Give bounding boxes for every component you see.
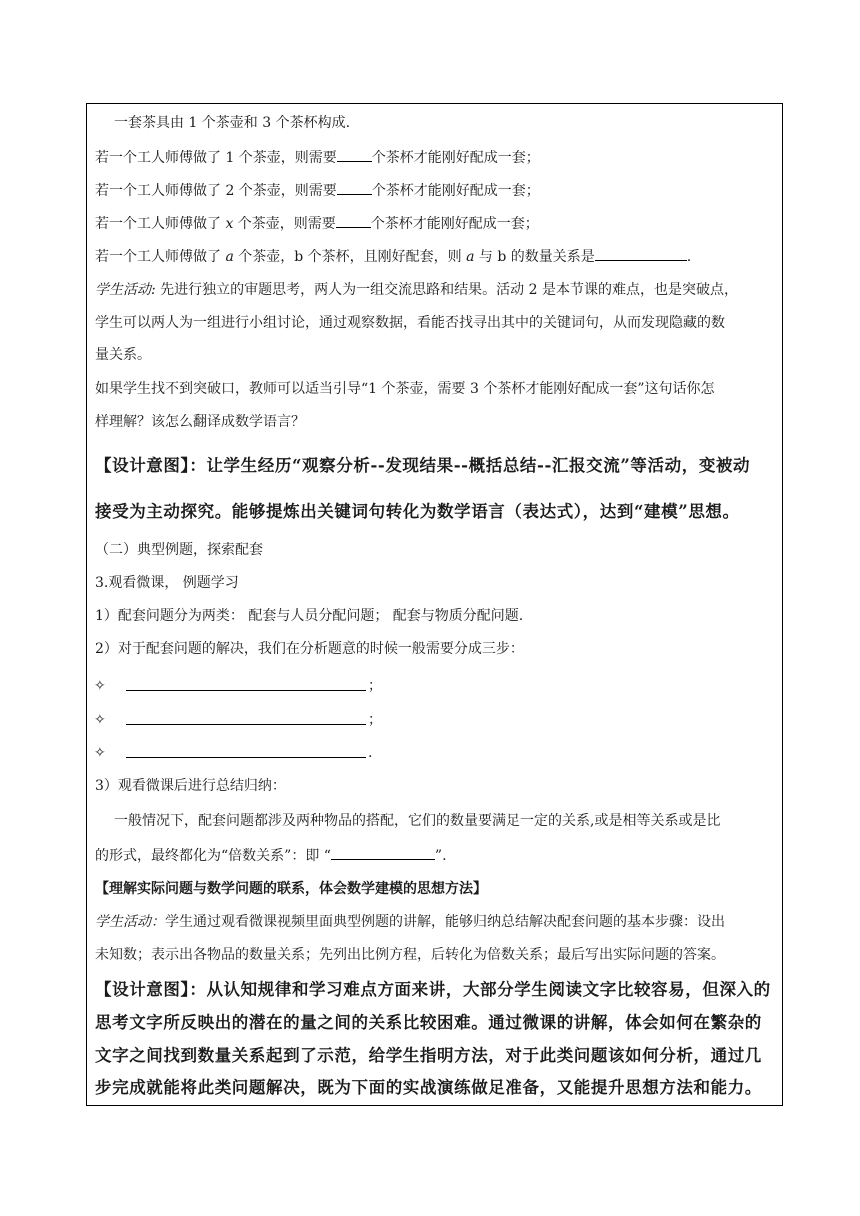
question-3-text-b: 个茶壶，则需要 [233,216,336,232]
question-3-text-a: 若一个工人师傅做了 [95,216,226,232]
diamond-bullet-icon: ✧ [94,745,106,761]
answer-blank [337,180,372,195]
activity-1-line-2: 学生可以两人为一组进行小组讨论，通过观察数据，看能否找寻出其中的关键词句，从而发现隐藏的数 [95,315,725,331]
item-3-2: 2）对于配套问题的解决，我们在分析题意的时候一般需要分成三步： [95,641,524,657]
summary-text-b: ”. [434,848,447,864]
diamond-bullet-icon: ✧ [94,712,106,728]
question-1 [95,147,540,168]
variable-a: a [225,249,234,265]
summary-line-1: 一般情况下，配套问题都涉及两种物品的搭配，它们的数量要满足一定的关系,或是相等关系或是比 [114,813,721,829]
item-3: 3.观看微课， 例题学习 [95,575,239,591]
design-intent-1-line-2: 接受为主动探究。能够提炼出关键词句转化为数学语言（表达式），达到“建模”思想。 [95,502,740,521]
connect-heading: 【理解实际问题与数学问题的联系，体会数学建模的思想方法】 [95,881,487,897]
activity-2-line-2: 未知数；表示出各物品的数量关系；先列出比例方程，后转化为倍数关系；最后写出实际问题的答案。 [95,947,725,963]
design-intent-2-line-3: 文字之间找到数量关系起到了示范，给学生指明方法，对于此类问题该如何分析，通过几 [95,1046,762,1065]
question-4-text-c: 与 b 的数量关系是 [474,249,595,265]
answer-blank [595,246,687,261]
intro-text: 一套茶具由 1 个茶壶和 3 个茶杯构成. [114,115,351,131]
guide-line-1: 如果学生找不到突破口，教师可以适当引导“1 个茶壶，需要 3 个茶杯才能刚好配成一套”这句话你怎 [95,381,715,397]
question-3 [95,213,539,234]
step-3-end: . [368,745,373,761]
design-intent-2-line-1: 【设计意图】：从认知规律和学习难点方面来讲，大部分学生阅读文字比较容易，但深入的 [95,980,771,999]
step-3-blank [126,743,366,758]
step-1-end: ； [368,678,382,694]
diamond-bullet-icon: ✧ [94,678,106,694]
question-4-end: . [686,249,692,265]
question-3-text-c: 个茶杯才能刚好配成一套； [370,216,539,232]
design-intent-1-line-1: 【设计意图】：让学生经历“观察分析--发现结果--概括总结--汇报交流”等活动，变被动 [95,456,751,475]
guide-line-2: 样理解？该怎么翻译成数学语言？ [95,414,305,430]
activity-2-line-1 [95,912,725,932]
item-3-3: 3）观看微课后进行总结归纳： [95,778,286,794]
question-4-text-b: 个茶壶，b 个茶杯，且刚好配套，则 [233,249,467,265]
activity-label: 学生活动： [95,914,165,930]
answer-blank [336,213,371,228]
answer-blank [337,147,372,162]
activity-1-line-3: 量关系。 [95,347,151,363]
question-2-text-b: 个茶杯才能刚好配成一套； [371,183,540,199]
question-4 [95,246,691,267]
step-1-blank [126,676,366,691]
variable-x: x [225,216,234,232]
item-3-1: 1）配套问题分为两类： 配套与人员分配问题； 配套与物质分配问题. [95,608,524,624]
variable-a: a [466,249,475,265]
activity-1-line-1 [95,280,738,300]
summary-text-a: 的形式，最终都化为“倍数关系”：即 “ [95,848,331,864]
activity-label: 学生活动: [95,282,156,298]
question-2 [95,180,540,201]
step-2-end: ； [368,712,382,728]
question-1-text-a: 若一个工人师傅做了 1 个茶壶，则需要 [95,150,337,166]
activity-1-text: 先进行独立的审题思考，两人为一组交流思路和结果。活动 2 是本节课的难点，也是突破点， [155,282,738,298]
design-intent-2-line-4: 步完成就能将此类问题解决，既为下面的实战演练做足准备，又能提升思想方法和能力。 [95,1078,762,1097]
question-1-text-b: 个茶杯才能刚好配成一套； [371,150,540,166]
question-4-text-a: 若一个工人师傅做了 [95,249,226,265]
summary-line-2 [95,845,447,866]
activity-2-text: 学生通过观看微课视频里面典型例题的讲解，能够归纳总结解决配套问题的基本步骤：设出 [165,914,725,930]
question-2-text-a: 若一个工人师傅做了 2 个茶壶，则需要 [95,183,337,199]
section-heading: （二）典型例题，探索配套 [95,542,263,558]
design-intent-2-line-2: 思考文字所反映出的潜在的量之间的关系比较困难。通过微课的讲解，体会如何在繁杂的 [95,1013,762,1032]
step-2-blank [126,710,366,725]
answer-blank [331,845,435,860]
